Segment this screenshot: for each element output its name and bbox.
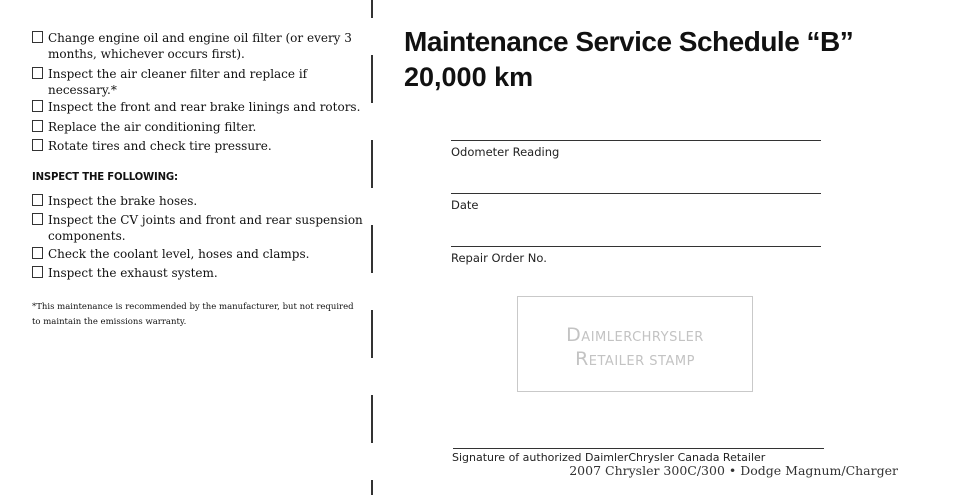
checkbox-icon[interactable]	[32, 67, 43, 79]
divider-tick	[371, 140, 373, 188]
date-line[interactable]	[451, 193, 821, 194]
inspect-heading: INSPECT THE FOLLOWING:	[32, 170, 178, 183]
checklist-item: Inspect the front and rear brake linings and rotors.	[32, 99, 378, 115]
divider-tick	[371, 0, 373, 18]
repair-order-line[interactable]	[451, 246, 821, 247]
divider-tick	[371, 55, 373, 103]
divider-tick	[371, 480, 373, 495]
divider-tick	[371, 225, 373, 273]
stamp-line-1: DAIMLERCHRYSLER	[566, 324, 704, 346]
divider-tick	[371, 395, 373, 443]
checklist-item: Check the coolant level, hoses and clamps.	[32, 246, 378, 262]
date-label: Date	[451, 198, 479, 212]
checkbox-icon[interactable]	[32, 120, 43, 132]
checkbox-icon[interactable]	[32, 139, 43, 151]
checkbox-icon[interactable]	[32, 247, 43, 259]
checkbox-icon[interactable]	[32, 31, 43, 43]
checkbox-icon[interactable]	[32, 100, 43, 112]
repair-order-label: Repair Order No.	[451, 251, 547, 265]
footnote: *This maintenance is recommended by the manufacturer, but not required to maintain the emissions warranty.	[32, 302, 354, 327]
checklist-item: Replace the air conditioning filter.	[32, 119, 378, 135]
checkbox-icon[interactable]	[32, 194, 43, 206]
divider-tick	[371, 310, 373, 358]
checkbox-icon[interactable]	[32, 213, 43, 225]
signature-line[interactable]	[453, 448, 824, 449]
stamp-line-2: RETAILER STAMP	[575, 348, 695, 370]
checklist-column	[0, 0, 370, 495]
checklist-item: Inspect the air cleaner filter and replace if necessary.*	[32, 66, 378, 98]
signature-label: Signature of authorized DaimlerChrysler Canada Retailer	[452, 451, 766, 464]
retailer-stamp-box	[517, 296, 753, 392]
checklist-item: Inspect the exhaust system.	[32, 265, 378, 281]
odometer-label: Odometer Reading	[451, 145, 560, 159]
page-subtitle: 20,000 km	[404, 62, 534, 92]
page-footer: 2007 Chrysler 300C/300 • Dodge Magnum/Charger	[569, 463, 898, 478]
checklist-item: Change engine oil and engine oil filter (or every 3 months, whichever occurs first).	[32, 30, 378, 62]
page-title: Maintenance Service Schedule “B”	[404, 26, 854, 57]
checklist-item: Rotate tires and check tire pressure.	[32, 138, 378, 154]
checklist-item: Inspect the CV joints and front and rear suspension components.	[32, 212, 378, 244]
odometer-line[interactable]	[451, 140, 821, 141]
checklist-item: Inspect the brake hoses.	[32, 193, 378, 209]
checkbox-icon[interactable]	[32, 266, 43, 278]
